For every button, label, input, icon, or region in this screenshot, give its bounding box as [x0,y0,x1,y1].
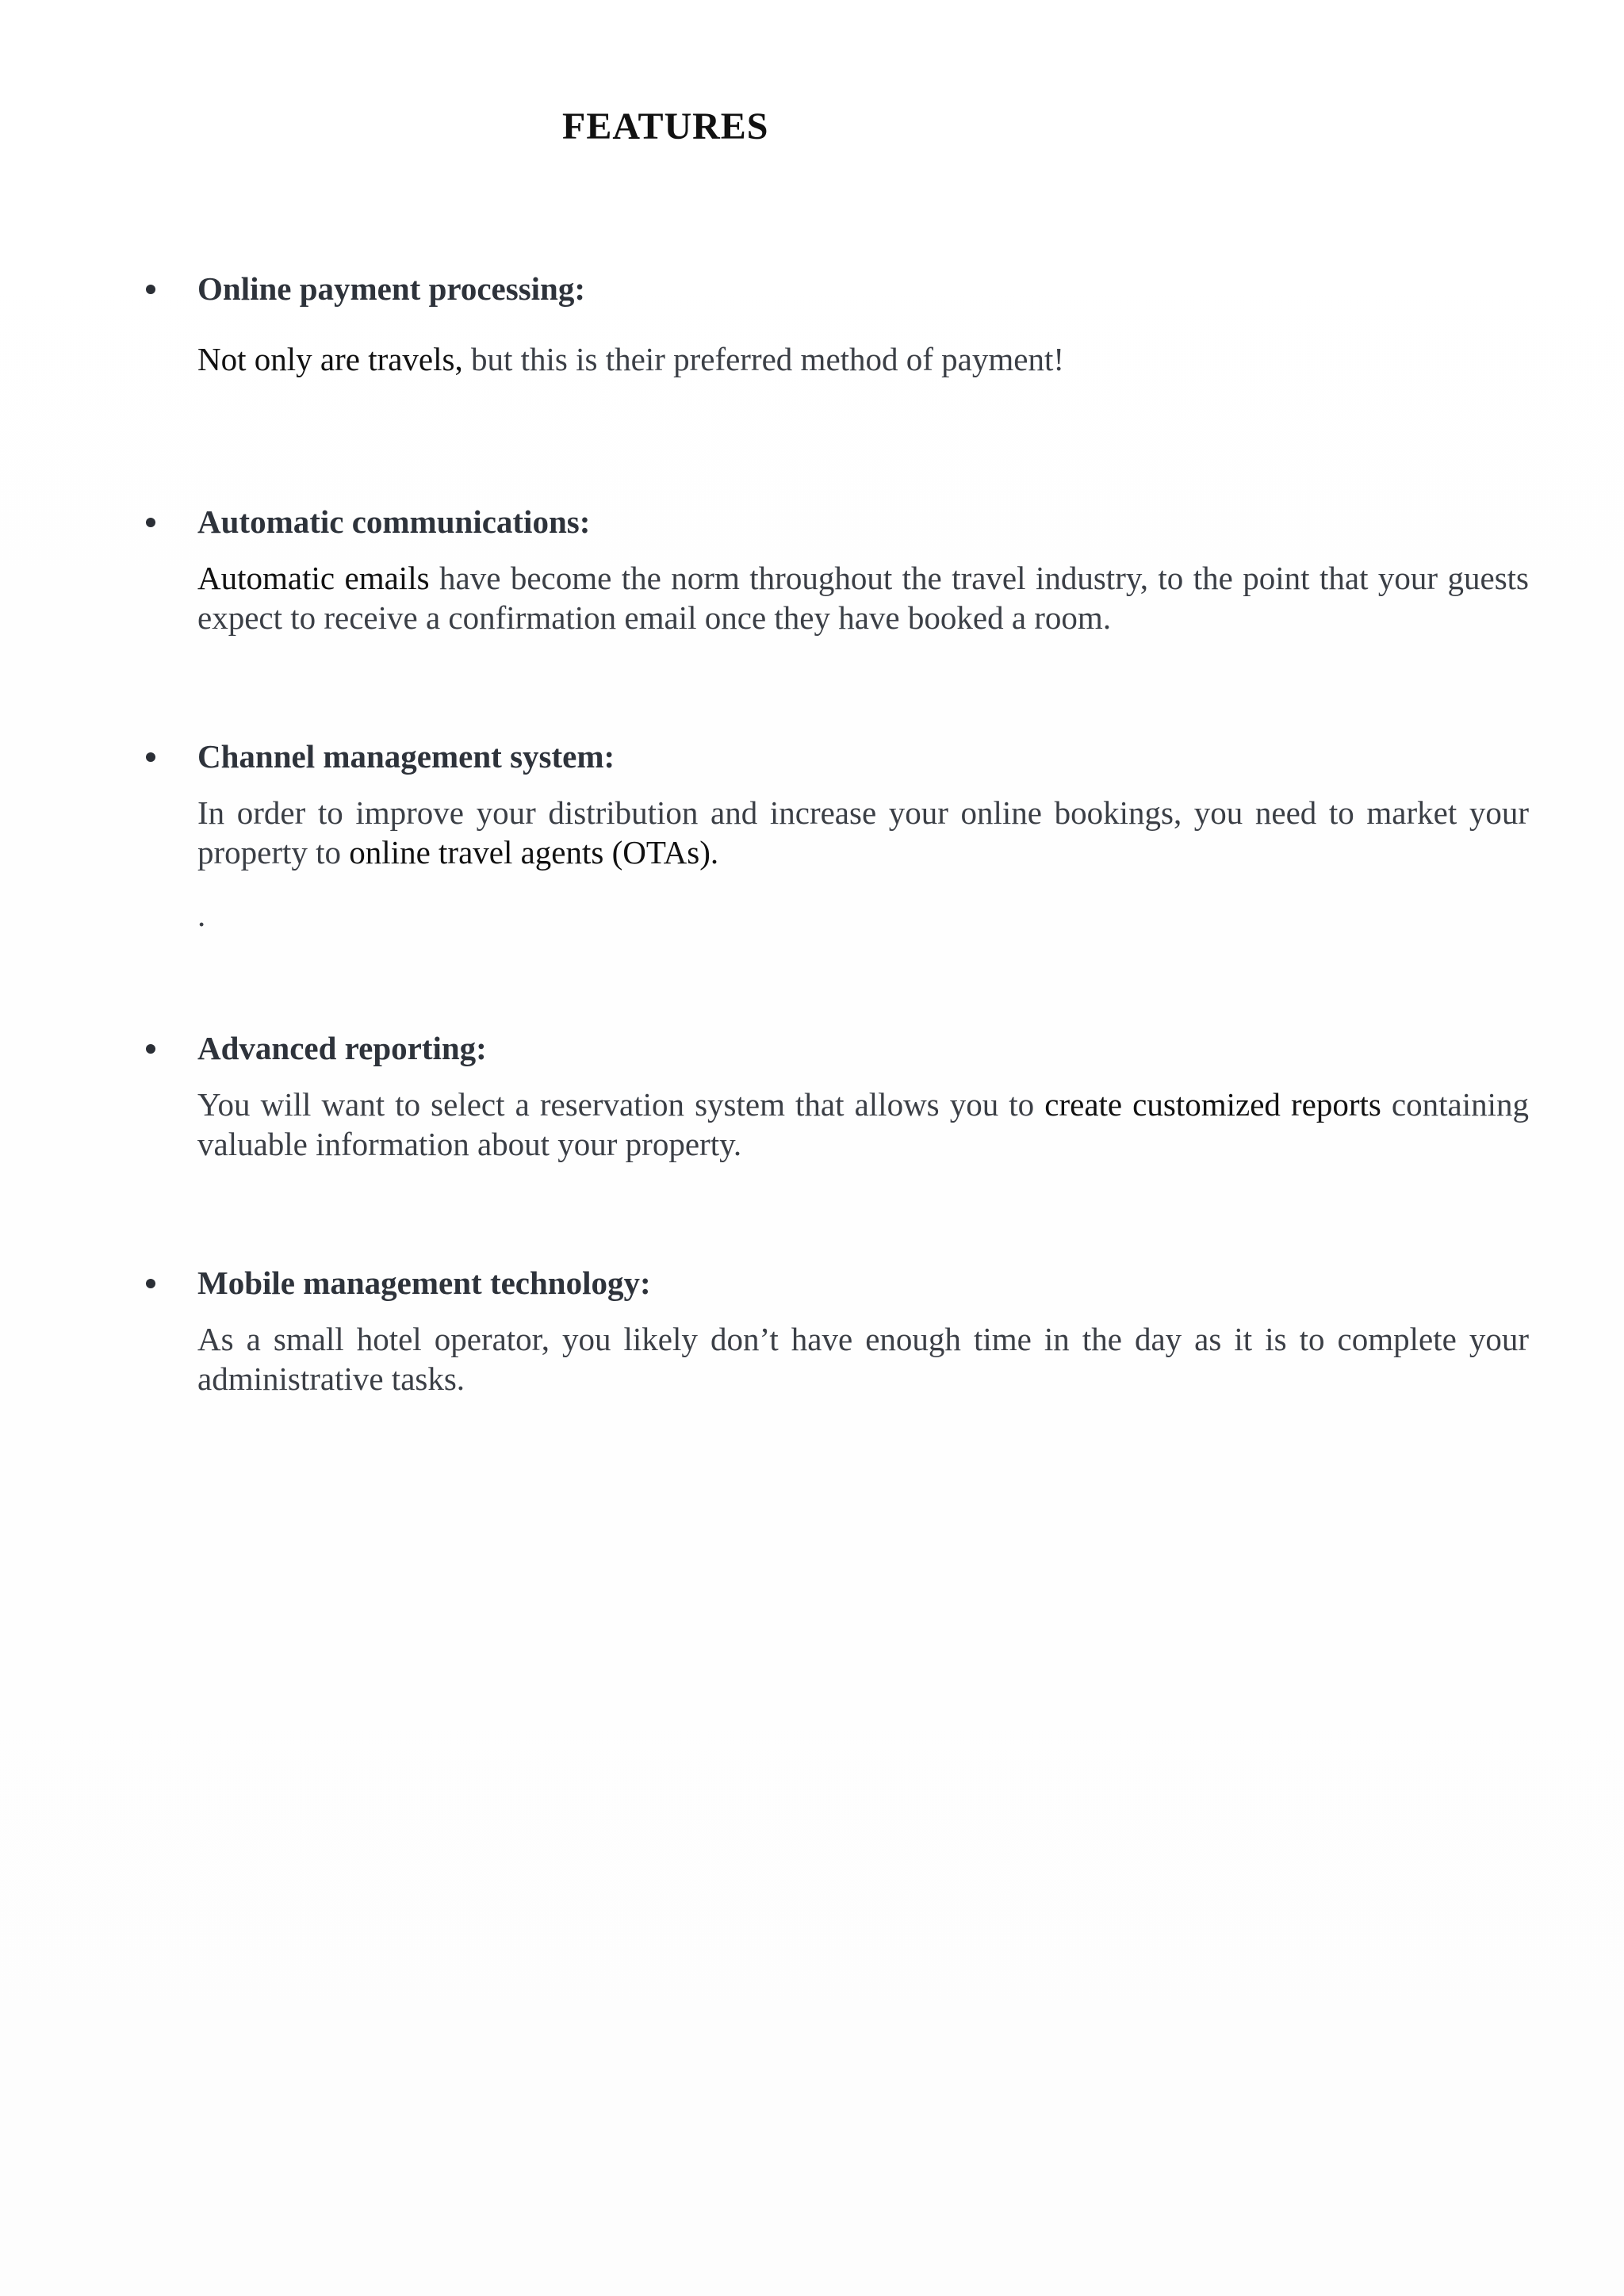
feature-heading: Online payment processing: [197,270,585,307]
bullet-icon [146,752,155,762]
feature-heading: Channel management system: [197,738,615,775]
page-title: FEATURES [562,105,769,147]
feature-heading: Automatic communications: [197,503,591,540]
feature-description [197,1319,1529,1399]
bullet-icon [146,285,155,294]
feature-description [197,339,1529,379]
description-emphasis: create customized reports [1044,1086,1381,1123]
stray-period: . [197,897,206,933]
bullet-icon [146,518,155,527]
description-text: In order to improve your distribution and increase your online bookings, you need to market your property to [197,794,1529,871]
feature-heading: Mobile management technology: [197,1265,651,1301]
description-text: As a small hotel operator, you likely don’t have enough time in the day as it is to complete your administrative tasks. [197,1321,1529,1397]
bullet-icon [146,1279,155,1288]
feature-description [197,1085,1529,1164]
description-text: but this is their preferred method of payment! [462,341,1065,377]
feature-heading: Advanced reporting: [197,1030,487,1066]
description-text: You will want to select a reservation system that allows you to [197,1086,1045,1123]
description-emphasis: Not only are travels, [197,341,463,377]
description-emphasis: online travel agents (OTAs). [349,834,719,871]
description-text: containing valuable information about your property. [197,1086,1529,1162]
bullet-icon [146,1044,155,1054]
feature-description [197,558,1529,637]
description-text: have become the norm throughout the travel industry, to the point that your guests expect to receive a confirmation email once they have booked a room. [197,560,1530,636]
feature-description [197,793,1529,872]
description-emphasis: Automatic emails [197,560,430,596]
